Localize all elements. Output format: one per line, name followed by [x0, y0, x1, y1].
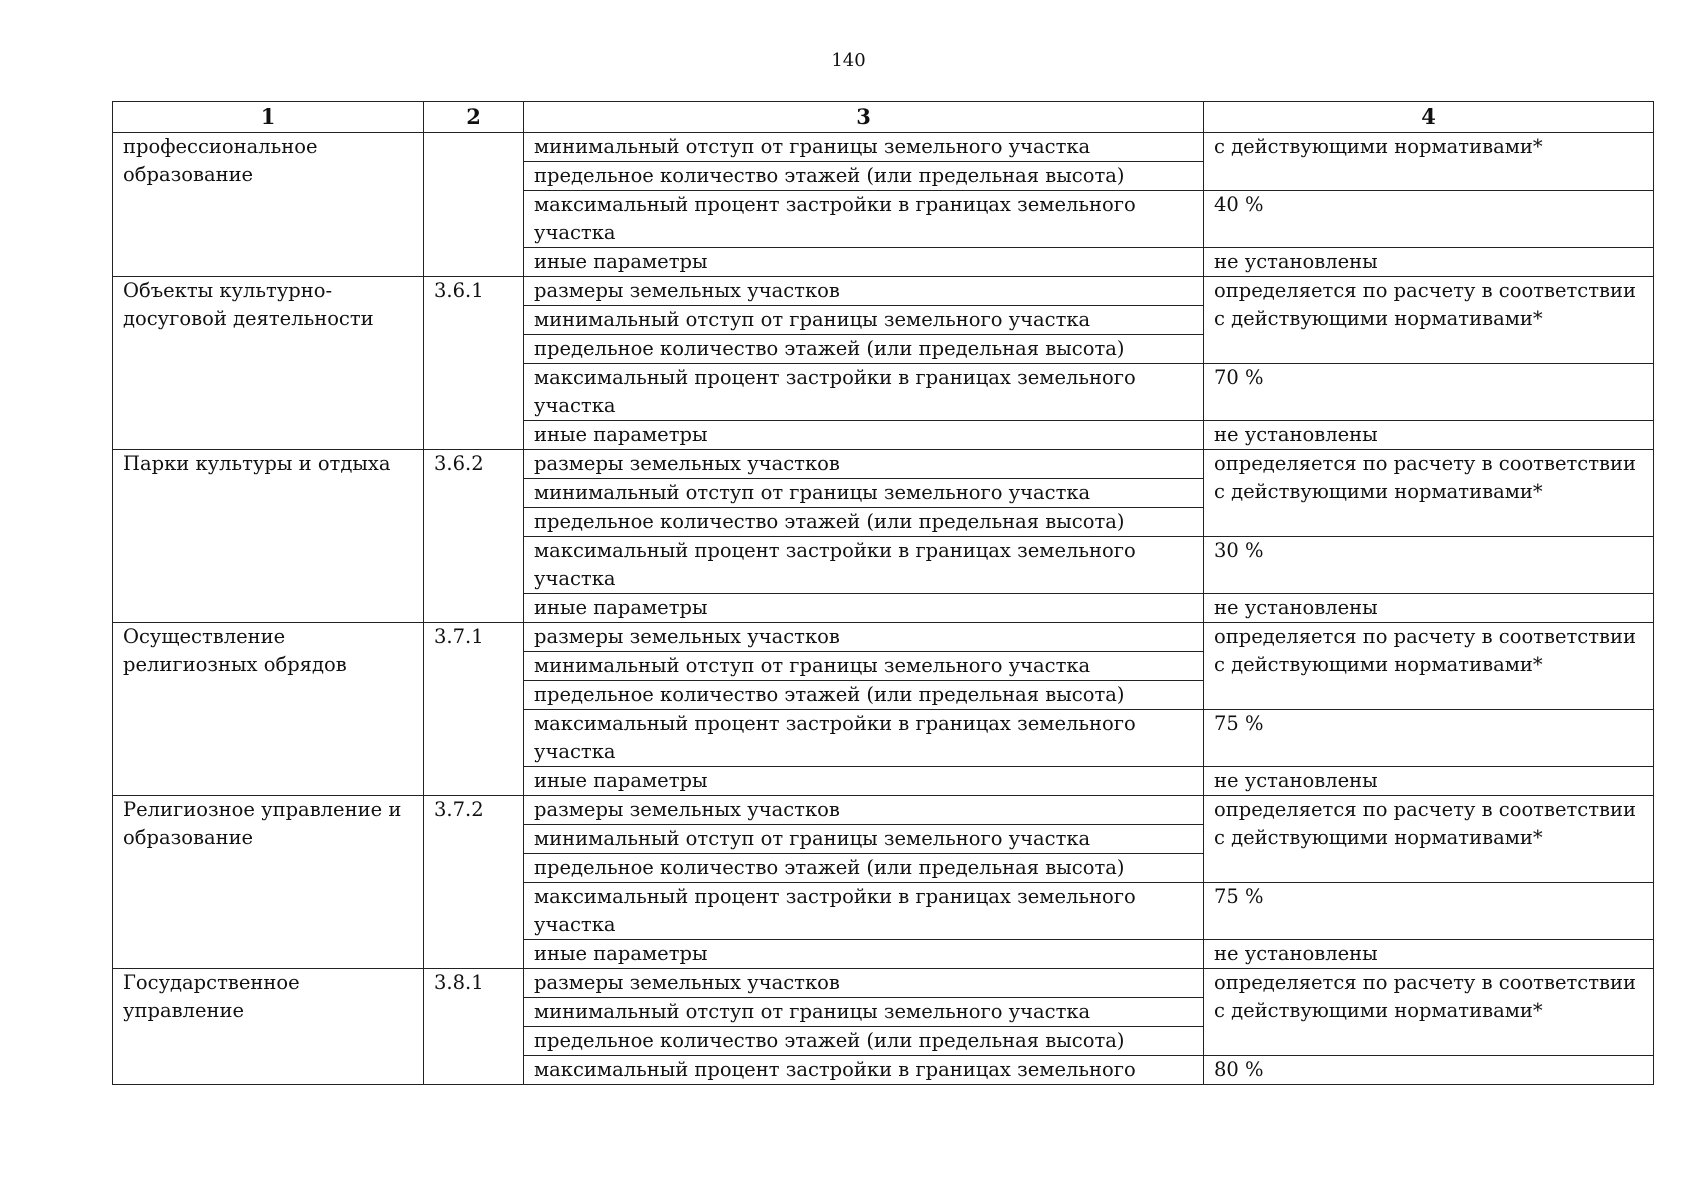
parameter-name: размеры земельных участков — [524, 969, 1204, 998]
parameter-name: минимальный отступ от границы земельного участка — [524, 998, 1204, 1027]
parameter-name: максимальный процент застройки в границах земельного участка — [524, 537, 1204, 594]
zoning-parameters-table — [112, 101, 1654, 1085]
use-type-name: Государственное управление — [113, 969, 424, 1085]
use-type-code: 3.7.2 — [424, 796, 524, 969]
table-row — [113, 277, 1654, 306]
parameter-value: 80 % — [1204, 1056, 1654, 1085]
parameter-value: определяется по расчету в соответствии с действующими нормативами* — [1204, 969, 1654, 1056]
parameter-name: предельное количество этажей (или предельная высота) — [524, 508, 1204, 537]
use-type-name: Религиозное управление и образование — [113, 796, 424, 969]
column-header-1: 1 — [113, 102, 424, 133]
parameter-value: 75 % — [1204, 883, 1654, 940]
parameter-name: предельное количество этажей (или предельная высота) — [524, 854, 1204, 883]
parameter-name: размеры земельных участков — [524, 277, 1204, 306]
column-header-4: 4 — [1204, 102, 1654, 133]
parameter-value: не установлены — [1204, 767, 1654, 796]
table-row — [113, 133, 1654, 162]
parameter-name: предельное количество этажей (или предельная высота) — [524, 162, 1204, 191]
parameter-name: максимальный процент застройки в границах земельного участка — [524, 710, 1204, 767]
parameter-name: иные параметры — [524, 594, 1204, 623]
parameter-value: не установлены — [1204, 248, 1654, 277]
parameter-value: 30 % — [1204, 537, 1654, 594]
parameter-name: минимальный отступ от границы земельного участка — [524, 133, 1204, 162]
parameter-name: минимальный отступ от границы земельного участка — [524, 652, 1204, 681]
parameter-name: максимальный процент застройки в границах земельного участка — [524, 364, 1204, 421]
use-type-name: Осуществление религиозных обрядов — [113, 623, 424, 796]
parameter-name: минимальный отступ от границы земельного участка — [524, 306, 1204, 335]
parameter-value: не установлены — [1204, 421, 1654, 450]
use-type-code: 3.6.2 — [424, 450, 524, 623]
parameter-name: максимальный процент застройки в границах земельного участка — [524, 883, 1204, 940]
parameter-value: 75 % — [1204, 710, 1654, 767]
parameter-name: минимальный отступ от границы земельного участка — [524, 825, 1204, 854]
use-type-name: Объекты культурно-досуговой деятельности — [113, 277, 424, 450]
parameter-name: максимальный процент застройки в границах земельного участка — [524, 191, 1204, 248]
page-number: 140 — [831, 50, 866, 71]
parameter-value: 70 % — [1204, 364, 1654, 421]
use-type-code: 3.7.1 — [424, 623, 524, 796]
parameter-name: иные параметры — [524, 940, 1204, 969]
parameter-value: 40 % — [1204, 191, 1654, 248]
parameter-name: максимальный процент застройки в границах земельного — [524, 1056, 1204, 1085]
parameter-name: минимальный отступ от границы земельного участка — [524, 479, 1204, 508]
parameter-value: определяется по расчету в соответствии с действующими нормативами* — [1204, 450, 1654, 537]
parameter-value: не установлены — [1204, 594, 1654, 623]
parameter-name: размеры земельных участков — [524, 450, 1204, 479]
parameter-name: размеры земельных участков — [524, 796, 1204, 825]
use-type-name: Парки культуры и отдыха — [113, 450, 424, 623]
use-type-code: 3.6.1 — [424, 277, 524, 450]
use-type-code — [424, 133, 524, 277]
parameter-value: с действующими нормативами* — [1204, 133, 1654, 191]
parameter-name: иные параметры — [524, 421, 1204, 450]
table-row — [113, 623, 1654, 652]
parameter-name: предельное количество этажей (или предельная высота) — [524, 681, 1204, 710]
parameter-name: предельное количество этажей (или предельная высота) — [524, 1027, 1204, 1056]
table-header-row — [113, 102, 1654, 133]
parameter-name: предельное количество этажей (или предельная высота) — [524, 335, 1204, 364]
column-header-3: 3 — [524, 102, 1204, 133]
parameter-name: размеры земельных участков — [524, 623, 1204, 652]
column-header-2: 2 — [424, 102, 524, 133]
use-type-name: профессиональное образование — [113, 133, 424, 277]
parameter-value: определяется по расчету в соответствии с действующими нормативами* — [1204, 796, 1654, 883]
table-row — [113, 450, 1654, 479]
parameter-value: не установлены — [1204, 940, 1654, 969]
table-row — [113, 796, 1654, 825]
parameter-name: иные параметры — [524, 767, 1204, 796]
parameter-name: иные параметры — [524, 248, 1204, 277]
parameter-value: определяется по расчету в соответствии с действующими нормативами* — [1204, 623, 1654, 710]
parameter-value: определяется по расчету в соответствии с действующими нормативами* — [1204, 277, 1654, 364]
use-type-code: 3.8.1 — [424, 969, 524, 1085]
table-row — [113, 969, 1654, 998]
